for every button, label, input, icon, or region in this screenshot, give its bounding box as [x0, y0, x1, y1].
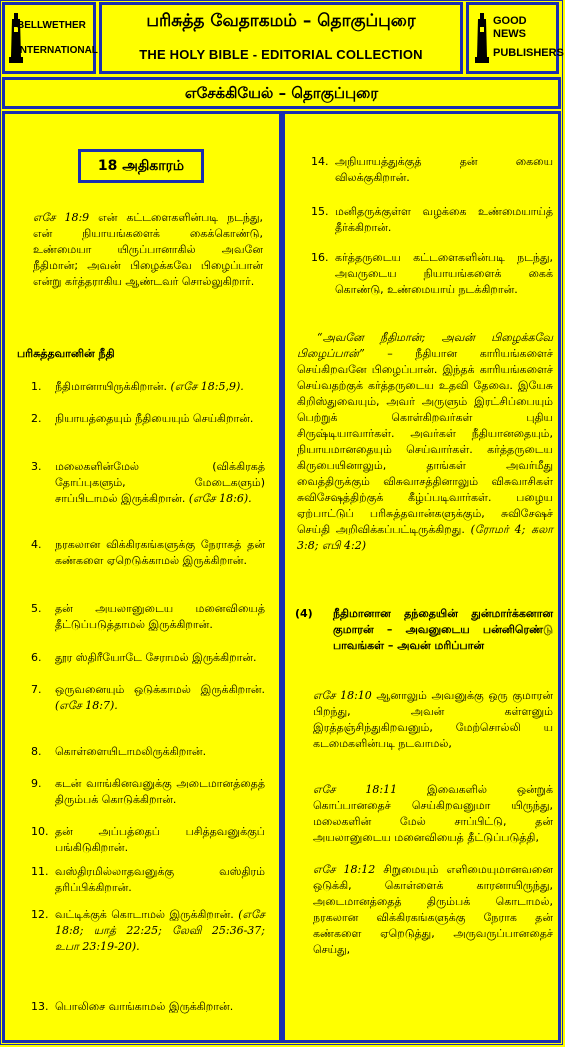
item-number: 5.: [31, 602, 42, 615]
item-number: 15.: [311, 205, 329, 218]
intro-paragraph: [33, 210, 263, 290]
right-logo-line2: PUBLISHERS: [493, 47, 564, 59]
item-ref: (எசே 18:5,9).: [170, 380, 244, 393]
tower-icon: [475, 13, 489, 63]
verse-12-ref: எசே 18:12: [313, 863, 376, 876]
title-english: THE HOLY BIBLE - EDITORIAL COLLECTION: [139, 47, 423, 62]
item-number: 4.: [31, 538, 42, 551]
item-text: கடன் வாங்கினவனுக்கு அடைமானத்தைத் திரும்பக் கொடுக்கிறான்.: [55, 777, 265, 806]
good-news-logo: [466, 2, 564, 74]
item-number: 1.: [31, 380, 42, 393]
item-number: 9.: [31, 777, 42, 790]
item-text: ஒருவனையும் ஒடுக்காமல் இருக்கிறான். (எசே 18:7).: [55, 683, 265, 712]
item-text: மலைகளின்மேல் (விக்கிரகத் தோப்புகளும், மேடைகளும்) சாப்பிடாமல் இருக்கிறான். (எசே 18:6).: [55, 460, 265, 505]
left-column: [2, 111, 282, 1043]
item-text: நீதிமானாயிருக்கிறான். (எசே 18:5,9).: [55, 380, 244, 393]
verse-11: [313, 782, 553, 846]
item-text: மனிதருக்குள்ள வழக்கை உண்மையாய்த் தீர்க்கிறான்.: [335, 205, 553, 234]
item-text: வஸ்திரமில்லாதவனுக்கு வஸ்திரம் தரிப்பிக்கிறான்.: [55, 865, 265, 894]
item-text: கர்த்தருடைய கட்டளைகளின்படி நடந்து, அவருடைய நியாயங்களைக் கைக் கொண்டு, உண்மையாய் நடக்கிறான்.: [335, 251, 553, 296]
left-list-item: [31, 459, 267, 539]
item-text: தன் அப்பத்தைப் பசித்தவனுக்குப் பங்கிடுகிறான்.: [55, 825, 265, 854]
item-number: 3.: [31, 460, 42, 473]
verse-10: [313, 688, 553, 752]
left-logo-line2: INTERNATIONAL: [17, 45, 98, 56]
item-number: 10.: [31, 825, 49, 838]
item-number: 12.: [31, 908, 49, 921]
item-number: 13.: [31, 1000, 49, 1013]
item-number: 6.: [31, 651, 42, 664]
left-list-item: [31, 999, 267, 1043]
item-number: 11.: [31, 865, 49, 878]
item-text: அநியாயத்துக்குத் தன் கையை விலக்குகிறான்.: [335, 155, 553, 184]
item-text: வட்டிக்குக் கொடாமல் இருக்கிறான். (எசே 18:8; யாத் 22:25; லேவி 25:36-37; உபா 23:19-20).: [55, 908, 265, 953]
right-column: [282, 111, 561, 1043]
title-tamil: பரிசுத்த வேதாகமம் – தொகுப்புரை: [146, 11, 416, 31]
item-ref: (எசே 18:8; யாத் 22:25; லேவி 25:36-37; உபா 23:19-20).: [55, 908, 265, 953]
item-text: நியாயத்தையும் நீதியையும் செய்கிறான்.: [55, 412, 254, 425]
verse-11-text: இவைகளில் ஒன்றுக் கொப்பானதைச் செய்கிறவனுமா யிருந்து, மலைகளின் மேல் சாப்பிட்டு, தன் அயலானுடைய மனைவியைத் தீட்டுப்படுத்தி,: [313, 783, 553, 844]
item-number: 8.: [31, 745, 42, 758]
item-text: பொலிசை வாங்காமல் இருக்கிறான்.: [55, 1000, 234, 1013]
left-list-item: [31, 907, 267, 987]
verse-10-ref: எசே 18:10: [313, 689, 372, 702]
item-number: 2.: [31, 412, 42, 425]
section-number: (4): [295, 607, 313, 620]
verse-10-text: ஆனாலும் அவனுக்கு ஒரு குமாரன் பிறந்து, அவன் கள்ளனும் இரத்தஞ்சிந்துகிறவனும், மேற்சொல்லி ய கடமைகளின்படி நடவாமல்,: [313, 689, 553, 750]
verse-12-text: சிறுமையும் எளிமையுமானவனை ஒடுக்கி, கொள்ளைக் காரனாயிருந்து, அடைமானத்தைத் திரும்பக் கொடாமல், நரகலான விக்கிரகங்களுக்கு நேராக தன் கண்களை ஏறெடுத்து, அருவருப்பானதைச் செய்து,: [313, 863, 553, 956]
commentary-body: – நீதியான காரியங்களைச் செய்கிறவனே பிழைப்பான். இந்தக் காரியங்களைச் செய்வதற்குக் கர்த்தருடைய உதவி தேவை. இயேசு கிறிஸ்துவையும், அவர் அருளும் இரட்சிப்பையும் பெற்றுக் கொள்கிறவர்கள் புதிய சிருஷ்டியாவார்கள். அவர்கள் நீதியானதையும், நியாயமானதையும் செய்வார்கள். கர்த்தருடைய கிருபையினாலும், தாங்கள் அவர்மீது வைத்திருக்கும் விசுவாசத்தினாலும் விசுவாசிகள் சுவிசேஷத்திற்குக் கீழ்ப்படிவார்கள். பழைய ஏற்பாட்டுப் பரிசுத்தவான்களுக்கும், சுவிசேஷச் செய்தி அறிவிக்கப்பட்டிருக்கிறது.: [297, 347, 553, 536]
item-text: நரகலான விக்கிரகங்களுக்கு நேராகத் தன் கண்களை ஏறெடுக்காமல் இருக்கிறான்.: [55, 538, 265, 567]
bellwether-logo: [2, 2, 96, 74]
title-box: [99, 2, 463, 74]
verse-11-ref: எசே 18:11: [313, 783, 398, 796]
chapter-label: 18 அதிகாரம்: [78, 149, 204, 183]
item-ref: (எசே 18:6).: [188, 492, 252, 505]
item-text: தன் அயலானுடைய மனைவியைத் தீட்டுப்படுத்தாமல் இருக்கிறான்.: [55, 602, 265, 631]
item-text: கொள்ளையிடாமலிருக்கிறான்.: [55, 745, 207, 758]
intro-text: என் கட்டளைகளின்படி நடந்து, என் நியாயங்களைக் கைக்கொண்டு, உண்மையா யிருப்பானாகில் அவனே நீதிமான்; அவன் பிழைக்கவே பிழைப்பான் என்று கர்த்தராகிய ஆண்டவர் சொல்லுகிறார்.: [33, 211, 263, 288]
right-list-item: [311, 250, 555, 320]
section-heading: பரிசுத்தவானின் நீதி: [17, 347, 115, 360]
verse-12: [313, 862, 553, 958]
commentary-paragraph: [297, 330, 553, 554]
section-heading-right: நீதிமானான தந்தையின் துன்மார்க்கனான குமாரன் – அவனுடைய பன்னிரெண்டு பாவங்கள் – அவன் மரிப்பான்: [333, 607, 553, 652]
book-title: எசேக்கியேல் – தொகுப்புரை: [2, 77, 561, 109]
item-number: 7.: [31, 683, 42, 696]
item-ref: (எசே 18:7).: [55, 699, 118, 712]
item-number: 16.: [311, 251, 329, 264]
right-logo-line1: GOOD NEWS: [493, 15, 527, 40]
commentary-ref: (ரோமர் 4; கலா 3:8; எபி 4:2): [297, 523, 553, 552]
commentary-quote: “அவனே நீதிமான்; அவன் பிழைக்கவே பிழைப்பான்”: [297, 331, 553, 360]
item-text: தூர ஸ்திரீயோடே சேராமல் இருக்கிறான்.: [55, 651, 257, 664]
left-logo-line1: BELLWETHER: [17, 20, 86, 31]
intro-ref: எசே 18:9: [33, 211, 90, 224]
item-number: 14.: [311, 155, 329, 168]
